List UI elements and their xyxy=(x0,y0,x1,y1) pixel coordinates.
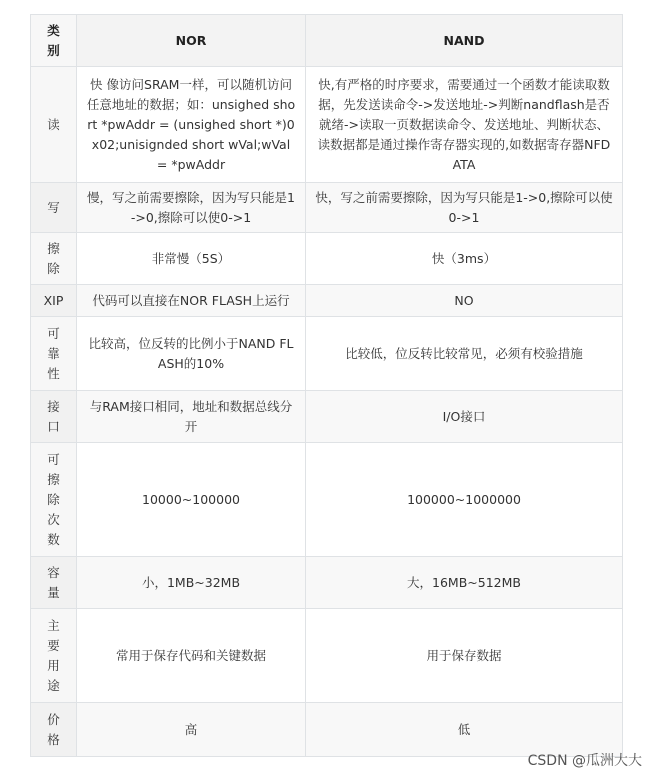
table-row-usage xyxy=(31,609,623,703)
row-nand-cell: 用于保存数据 xyxy=(306,609,623,703)
row-nor-cell: 与RAM接口相同，地址和数据总线分开 xyxy=(77,391,306,443)
table-row-capacity xyxy=(31,557,623,609)
row-category-cell: 可擦除次数 xyxy=(31,443,77,557)
row-category-cell: 接口 xyxy=(31,391,77,443)
row-category-cell: 可靠性 xyxy=(31,317,77,391)
row-nand-cell: 快,有严格的时序要求，需要通过一个函数才能读取数据，先发送读命令->发送地址->判断nandflash是否就绪->读取一页数据读命令、发送地址、判断状态、读数据都是通过操作寄存器实现的,如数据寄存器NFDATA xyxy=(306,67,623,183)
row-nand-cell: 比较低，位反转比较常见，必须有校验措施 xyxy=(306,317,623,391)
row-nand-cell: 快，写之前需要擦除，因为写只能是1->0,擦除可以使0->1 xyxy=(306,183,623,233)
row-category-cell: 读 xyxy=(31,67,77,183)
row-category-cell: 写 xyxy=(31,183,77,233)
table-row-erase xyxy=(31,233,623,285)
row-nand-cell: 100000~1000000 xyxy=(306,443,623,557)
header-nor: NOR xyxy=(77,15,306,67)
row-nand-cell: 快（3ms） xyxy=(306,233,623,285)
row-nor-cell: 高 xyxy=(77,703,306,757)
row-nor-cell: 比较高，位反转的比例小于NAND FLASH的10% xyxy=(77,317,306,391)
row-nor-cell: 代码可以直接在NOR FLASH上运行 xyxy=(77,285,306,317)
table-header-row xyxy=(31,15,623,67)
table-row-erase-cycles xyxy=(31,443,623,557)
row-category-cell: XIP xyxy=(31,285,77,317)
row-category-cell: 擦除 xyxy=(31,233,77,285)
row-category-cell: 容量 xyxy=(31,557,77,609)
csdn-watermark: CSDN @瓜洲大大 xyxy=(527,753,642,769)
table-row-write xyxy=(31,183,623,233)
table-row-price xyxy=(31,703,623,757)
header-category: 类别 xyxy=(31,15,77,67)
row-category-cell: 主要用途 xyxy=(31,609,77,703)
row-nor-cell: 10000~100000 xyxy=(77,443,306,557)
row-nand-cell: NO xyxy=(306,285,623,317)
table-row-read xyxy=(31,67,623,183)
row-nor-cell: 常用于保存代码和关键数据 xyxy=(77,609,306,703)
table-row-xip xyxy=(31,285,623,317)
table-row-interface xyxy=(31,391,623,443)
table-row-reliability xyxy=(31,317,623,391)
row-nor-cell: 非常慢（5S） xyxy=(77,233,306,285)
row-nor-cell: 小，1MB~32MB xyxy=(77,557,306,609)
header-nand: NAND xyxy=(306,15,623,67)
row-nor-cell: 快 像访问SRAM一样，可以随机访问任意地址的数据；如：unsighed short *pwAddr = (unsighed short *)0x02;unisignded short wVal;wVal = *pwAddr xyxy=(77,67,306,183)
row-nand-cell: 低 xyxy=(306,703,623,757)
comparison-table-container xyxy=(30,14,622,757)
row-nor-cell: 慢，写之前需要擦除，因为写只能是1->0,擦除可以使0->1 xyxy=(77,183,306,233)
nor-nand-comparison-table xyxy=(30,14,623,757)
row-nand-cell: I/O接口 xyxy=(306,391,623,443)
row-category-cell: 价格 xyxy=(31,703,77,757)
row-nand-cell: 大，16MB~512MB xyxy=(306,557,623,609)
